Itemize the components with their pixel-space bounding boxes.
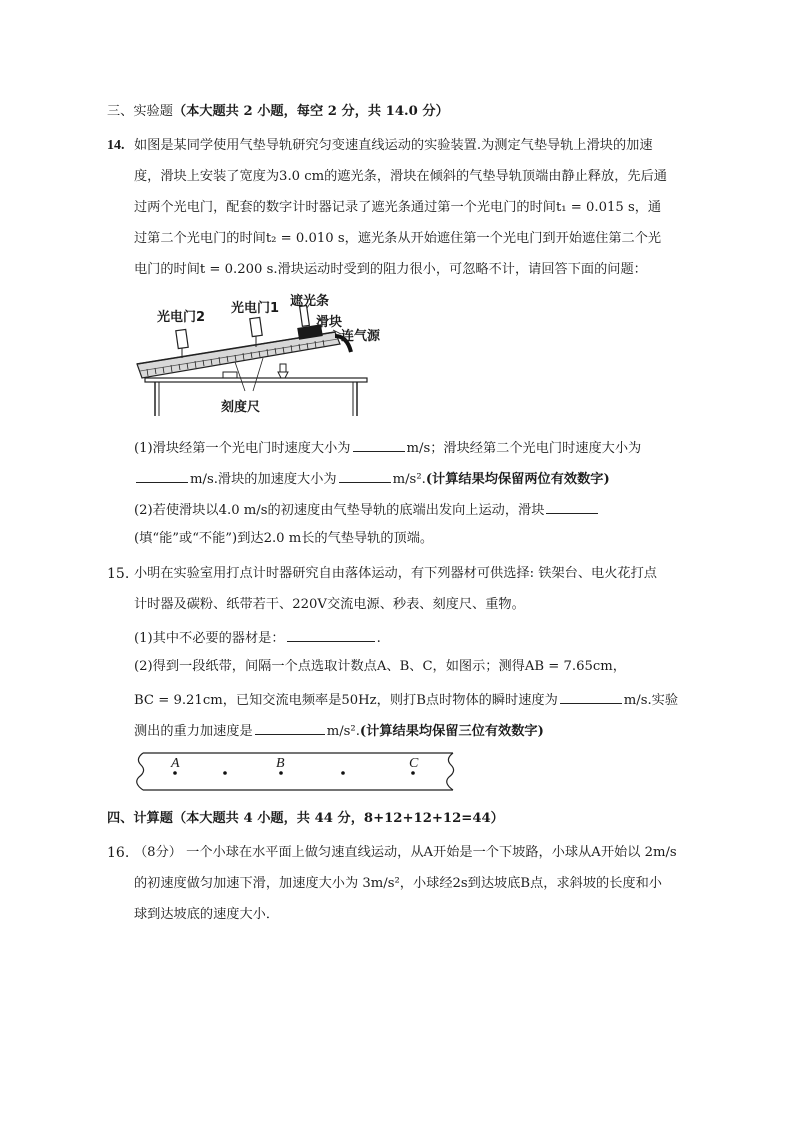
q15-line-2: 计时器及碳粉、纸带若干、220V交流电源、秒表、刻度尺、重物。 bbox=[134, 597, 525, 612]
answer-blank-acceleration[interactable] bbox=[339, 468, 391, 483]
answer-blank-unneeded[interactable] bbox=[287, 627, 375, 642]
q15-sub2-line-1: (2)得到一段纸带，间隔一个点选取计数点A、B、C，如图示；测得AB = 7.65cm， bbox=[134, 659, 626, 674]
q14-sub2-text-a: (2)若使滑块以4.0 m/s的初速度由气垫导轨的底端出发向上运动，滑块 bbox=[134, 503, 545, 518]
q15-sub2-note: (计算结果均保留三位有效数字) bbox=[359, 724, 544, 739]
label-photogate-2: 光电门2 bbox=[157, 310, 206, 325]
q16-line-1: （8分） 一个小球在水平面上做匀速直线运动，从A开始是一个下坡路，小球从A开始以 2m/s bbox=[134, 845, 677, 860]
q14-sub1-text-c: m/s.滑块的加速度大小为 bbox=[190, 472, 337, 487]
q14-sub2-line-1 bbox=[134, 499, 600, 520]
answer-blank-g[interactable] bbox=[255, 720, 325, 735]
section4-header bbox=[107, 810, 504, 828]
q14-line-3: 过两个光电门，配套的数字计时器记录了遮光条通过第一个光电门的时间t₁ = 0.015 s，通 bbox=[134, 200, 662, 215]
label-photogate-1: 光电门1 bbox=[231, 301, 280, 316]
section3-title: 三、实验题 bbox=[107, 104, 173, 119]
q16-line-2: 的初速度做匀加速下滑，加速度大小为 3m/s²，小球经2s到达坡底B点，求斜坡的长度和小 bbox=[134, 876, 662, 891]
q15-sub2-line-3 bbox=[134, 720, 544, 741]
q14-sub2-line-2: (填“能”或“不能”)到达2.0 m长的气垫导轨的顶端。 bbox=[134, 531, 434, 546]
q14-line-2: 度，滑块上安装了宽度为3.0 cm的遮光条，滑块在倾斜的气垫导轨顶端由静止释放，先后通 bbox=[134, 169, 667, 184]
answer-blank-vb[interactable] bbox=[560, 689, 622, 704]
q15-line-1: 小明在实验室用打点计时器研究自由落体运动，有下列器材可供选择: 铁架台、电火花打点 bbox=[134, 566, 657, 581]
q16-number: 16. bbox=[107, 845, 130, 861]
q14-sub1-note: (计算结果均保留两位有效数字) bbox=[425, 472, 610, 487]
answer-blank-v1[interactable] bbox=[353, 437, 405, 452]
q15-sub1 bbox=[134, 627, 381, 648]
label-air-source: 连气源 bbox=[341, 329, 381, 344]
q15-sub2-text-c: 测出的重力加速度是 bbox=[134, 724, 253, 739]
q14-line-4: 过第二个光电门的时间t₂ = 0.010 s，遮光条从开始遮住第一个光电门到开始遮住第二个光 bbox=[134, 231, 662, 246]
q15-number: 15. bbox=[107, 566, 130, 582]
q15-sub2-line-2 bbox=[134, 689, 678, 710]
label-slider: 滑块 bbox=[316, 315, 343, 330]
q15-sub1-end: . bbox=[376, 631, 381, 646]
tape-point-b: B bbox=[276, 756, 285, 771]
label-ruler: 刻度尺 bbox=[221, 400, 261, 415]
section3-header bbox=[107, 103, 449, 121]
q14-sub1-text-b: m/s；滑块经第二个光电门时速度大小为 bbox=[406, 441, 642, 456]
label-shade-strip: 遮光条 bbox=[290, 294, 330, 309]
section4-note: （本大题共 4 小题，共 44 分，8+12+12+12=44） bbox=[172, 811, 504, 826]
section3-note: （本大题共 2 小题，每空 2 分，共 14.0 分） bbox=[172, 104, 449, 119]
q15-sub2-text-b: BC = 9.21cm，已知交流电频率是50Hz，则打B点时物体的瞬时速度为 bbox=[134, 693, 558, 708]
q15-sub2-unit-b: m/s.实验 bbox=[623, 693, 679, 708]
q16-line-3: 球到达坡底的速度大小． bbox=[134, 907, 280, 922]
section4-title: 四、计算题 bbox=[107, 811, 173, 826]
q14-sub1-text-a: (1)滑块经第一个光电门时速度大小为 bbox=[134, 441, 351, 456]
answer-blank-v2[interactable] bbox=[136, 468, 188, 483]
q15-sub2-unit-c: m/s². bbox=[326, 724, 360, 739]
q14-line-1: 如图是某同学使用气垫导轨研究匀变速直线运动的实验装置.为测定气垫导轨上滑块的加速 bbox=[134, 138, 653, 153]
q14-sub1-line-2 bbox=[134, 468, 610, 489]
q14-line-5: 电门的时间t = 0.200 s.滑块运动时受到的阻力很小，可忽略不计，请回答下面的问题： bbox=[134, 262, 647, 277]
tape-point-a: A bbox=[171, 756, 180, 771]
q14-sub1-text-d: m/s². bbox=[392, 472, 426, 487]
answer-blank-reach[interactable] bbox=[546, 499, 598, 514]
q14-sub1-line-1 bbox=[134, 437, 641, 458]
q15-sub1-text: (1)其中不必要的器材是： bbox=[134, 631, 285, 646]
tape-point-c: C bbox=[409, 756, 419, 771]
q14-number: 14. bbox=[107, 138, 125, 153]
